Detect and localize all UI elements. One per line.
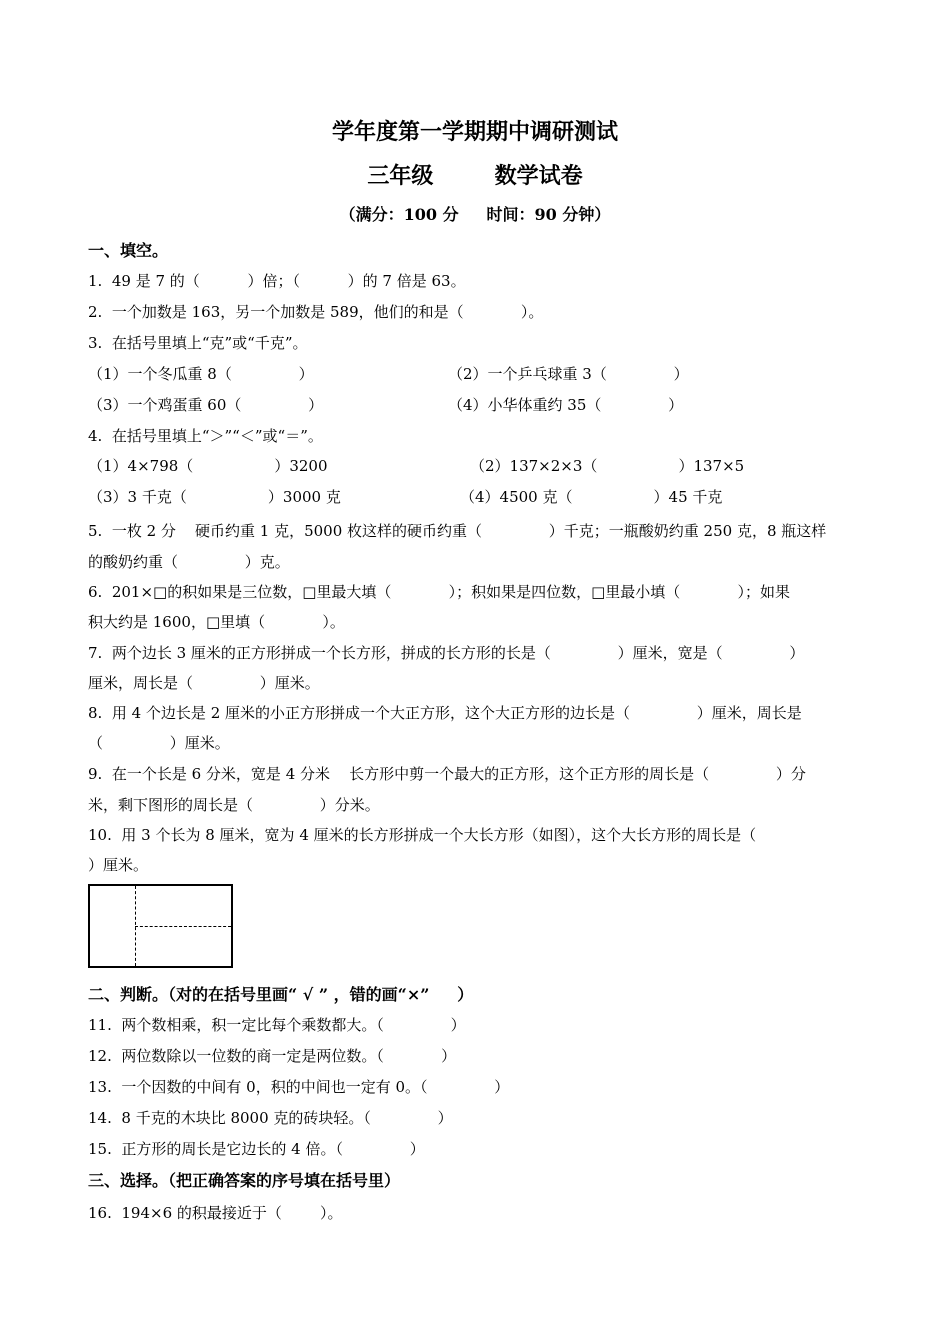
question-3-part-1: （1）一个冬瓜重 8（ ） — [88, 365, 314, 383]
question-3-part-2: （2）一个乒乓球重 3（ ） — [448, 365, 689, 383]
question-8-line-2: （ ）厘米。 — [88, 734, 230, 752]
question-1: 1. 49 是 7 的（ ）倍；（ ）的 7 倍是 63。 — [88, 272, 466, 290]
question-3-part-4: （4）小华体重约 35（ ） — [448, 396, 684, 414]
question-13: 13. 一个因数的中间有 0，积的中间也一定有 0。（ ） — [88, 1078, 510, 1096]
question-10-line-1: 10. 用 3 个长为 8 厘米，宽为 4 厘米的长方形拼成一个大长方形（如图），这个大长方形的周长是（ — [88, 826, 757, 844]
question-5-line-1: 5. 一枚 2 分 硬币约重 1 克，5000 枚这样的硬币约重（ ）千克；一瓶酸奶约重 250 克，8 瓶这样 — [88, 522, 827, 540]
question-2: 2. 一个加数是 163，另一个加数是 589，他们的和是（ ）。 — [88, 303, 544, 321]
question-3: 3. 在括号里填上“克”或“千克”。 — [88, 334, 308, 352]
question-4: 4. 在括号里填上“＞”“＜”或“＝”。 — [88, 427, 323, 445]
question-7-line-1: 7. 两个边长 3 厘米的正方形拼成一个长方形，拼成的长方形的长是（ ）厘米，宽是（ ） — [88, 644, 805, 662]
section-heading-fill-blank: 一、填空。 — [88, 241, 169, 260]
question-4-part-4: （4）4500 克（ ）45 千克 — [460, 488, 723, 506]
question-6-line-2: 积大约是 1600，□里填（ ）。 — [88, 613, 345, 631]
question-12: 12. 两位数除以一位数的商一定是两位数。（ ） — [88, 1047, 457, 1065]
question-15: 15. 正方形的周长是它边长的 4 倍。（ ） — [88, 1140, 425, 1158]
question-16: 16. 194×6 的积最接近于（ ）。 — [88, 1204, 343, 1222]
question-4-part-2: （2）137×2×3（ ）137×5 — [470, 457, 745, 475]
question-7-line-2: 厘米，周长是（ ）厘米。 — [88, 674, 320, 692]
question-3-part-3: （3）一个鸡蛋重 60（ ） — [88, 396, 324, 414]
section-heading-multiple-choice: 三、选择。（把正确答案的序号填在括号里） — [88, 1171, 401, 1190]
question-9-line-2: 米，剩下图形的周长是（ ）分米。 — [88, 796, 380, 814]
exam-subtitle: 三年级 数学试卷 — [367, 163, 583, 189]
question-14: 14. 8 千克的木块比 8000 克的砖块轻。（ ） — [88, 1109, 453, 1127]
question-4-part-3: （3）3 千克（ ）3000 克 — [88, 488, 341, 506]
question-11: 11. 两个数相乘，积一定比每个乘数都大。（ ） — [88, 1016, 466, 1034]
question-8-line-1: 8. 用 4 个边长是 2 厘米的小正方形拼成一个大正方形，这个大正方形的边长是（ ）厘米，周长是 — [88, 704, 802, 722]
exam-title: 学年度第一学期期中调研测试 — [331, 119, 618, 145]
rectangle-figure — [88, 884, 233, 968]
question-6-line-1: 6. 201×□的积如果是三位数，□里最大填（ ）；积如果是四位数，□里最小填（ ）；如果 — [88, 583, 791, 601]
exam-info: （满分：100 分 时间：90 分钟） — [339, 205, 611, 224]
figure-horizontal-dashed-line — [135, 926, 231, 927]
section-heading-true-false: 二、判断。（对的在括号里画“ √ ” ，错的画“×” ） — [88, 985, 474, 1004]
question-9-line-1: 9. 在一个长是 6 分米，宽是 4 分米 长方形中剪一个最大的正方形，这个正方形的周长是（ ）分 — [88, 765, 806, 783]
question-4-part-1: （1）4×798（ ）3200 — [88, 457, 328, 475]
question-10-line-2: ）厘米。 — [88, 856, 149, 874]
question-5-line-2: 的酸奶约重（ ）克。 — [88, 553, 290, 571]
